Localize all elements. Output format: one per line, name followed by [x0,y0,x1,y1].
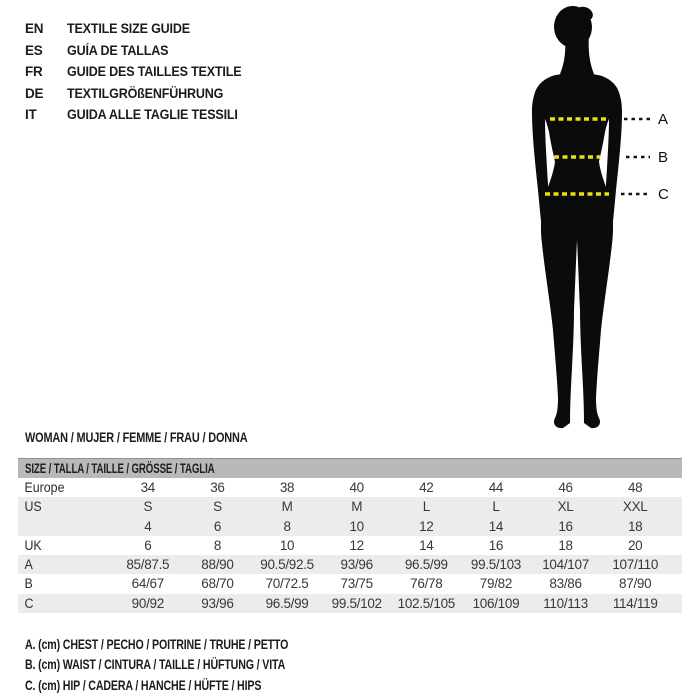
table-cell: 87/90 [619,576,652,592]
section-title-woman: WOMAN / MUJER / FEMME / FRAU / DONNA [25,429,248,445]
table-cell: 48 [627,480,643,495]
table-cell: 6 [144,537,152,553]
lang-title: GUÍA DE TALLAS [67,42,169,58]
table-cell: 12 [349,537,364,553]
table-cell: 88/90 [201,557,234,573]
table-row-values [113,536,682,555]
table-cell: M [281,499,293,515]
size-table-body [18,478,682,613]
size-table-header-text: SIZE / TALLA / TAILLE / GRÖSSE / TAGLIA [25,461,215,476]
table-row-values [113,478,682,497]
lang-title: GUIDA ALLE TAGLIE TESSILI [67,107,238,123]
table-cell: 85/87.5 [126,557,170,573]
table-row-values [113,574,682,593]
table-cell: M [351,499,363,515]
table-cell: S [213,499,222,515]
table-row [18,517,682,536]
table-cell: 42 [419,480,434,495]
lang-code: FR [25,64,43,80]
measure-label-c: C [658,186,669,203]
table-cell: 6 [213,518,222,534]
measure-label-a: A [658,111,669,128]
table-row-values [113,497,682,516]
table-cell: 14 [419,537,434,553]
table-row [18,555,682,574]
table-cell: 46 [558,480,573,495]
table-cell: S [143,499,153,515]
woman-silhouette [532,5,622,429]
table-row-label: B [24,576,33,592]
table-cell: 90.5/92.5 [260,557,314,573]
legend-row-waist: B. (cm) WAIST / CINTURA / TAILLE / HÜFTUNG / VITA [25,656,286,673]
lang-row-fr [25,61,255,83]
table-row [18,478,682,497]
table-cell: 12 [419,518,434,534]
table-row [18,497,682,516]
lang-code: ES [25,42,43,58]
table-cell: 93/96 [340,557,373,573]
table-row-label: A [24,557,33,573]
table-cell: 83/86 [549,576,582,592]
lang-row-it [25,104,255,126]
table-cell: 44 [488,480,504,495]
table-row-label: Europe [24,480,65,495]
table-cell: 106/109 [472,595,520,611]
table-row-label: C [24,595,34,611]
lang-code: EN [25,21,44,37]
table-cell: 79/82 [479,576,513,592]
table-row [18,594,682,613]
table-cell: 107/110 [612,557,659,573]
table-cell: 110/113 [543,595,588,611]
table-cell: 8 [213,537,222,553]
table-cell: 114/119 [612,595,658,611]
table-cell: 70/72.5 [265,576,309,592]
lang-row-de [25,83,255,105]
table-row-values [113,555,682,574]
lang-code: DE [25,85,44,101]
table-cell: 96.5/99 [404,557,448,573]
table-row [18,574,682,593]
table-cell: L [422,499,430,515]
table-cell: 99.5/102 [331,595,382,611]
table-cell: 64/67 [131,576,164,592]
table-cell: 68/70 [201,576,234,592]
size-table-header [18,458,682,478]
table-row-values [113,594,682,613]
lang-title: TEXTILE SIZE GUIDE [67,21,190,37]
table-cell: 93/96 [201,595,234,611]
lang-row-es [25,40,255,62]
table-cell: 8 [283,518,291,534]
table-cell: 73/75 [340,576,373,592]
table-cell: 20 [627,537,643,553]
table-cell: 38 [279,480,295,495]
table-cell: 99.5/103 [470,557,522,573]
table-row-values [113,517,682,536]
table-cell: 90/92 [131,595,164,611]
lang-code: IT [25,107,37,123]
table-cell: 102.5/105 [397,595,455,611]
language-title-list [25,18,255,126]
legend-row-hip: C. (cm) HIP / CADERA / HANCHE / HÜFTE / HIPS [25,676,262,693]
table-row-label: UK [24,537,42,553]
table-cell: 18 [627,518,643,534]
table-cell: 104/107 [542,557,589,573]
table-cell: 34 [140,480,156,495]
legend-row-chest: A. (cm) CHEST / PECHO / POITRINE / TRUHE / PETTO [25,636,289,652]
table-cell: L [492,499,500,515]
lang-row-en [25,18,255,40]
table-cell: XXL [622,499,648,515]
measure-label-b: B [658,149,669,166]
table-cell: 10 [279,537,295,553]
lang-title: GUIDE DES TAILLES TEXTILE [67,64,242,80]
table-cell: 18 [558,537,573,553]
table-cell: 10 [349,518,364,534]
table-cell: 4 [144,518,152,534]
table-cell: 36 [210,480,225,495]
table-cell: 16 [488,537,504,553]
table-cell: 96.5/99 [265,595,309,611]
table-cell: 14 [488,518,504,534]
table-cell: XL [557,499,574,515]
measurement-legend [25,634,371,695]
table-row-label: US [24,499,42,515]
table-row [18,536,682,555]
woman-silhouette-figure [460,0,700,440]
table-cell: 76/78 [410,576,443,592]
size-table [18,458,682,613]
table-cell: 40 [349,480,364,495]
lang-title: TEXTILGRÖßENFÜHRUNG [67,85,224,101]
table-row-label [18,517,105,536]
table-cell: 16 [558,518,573,534]
